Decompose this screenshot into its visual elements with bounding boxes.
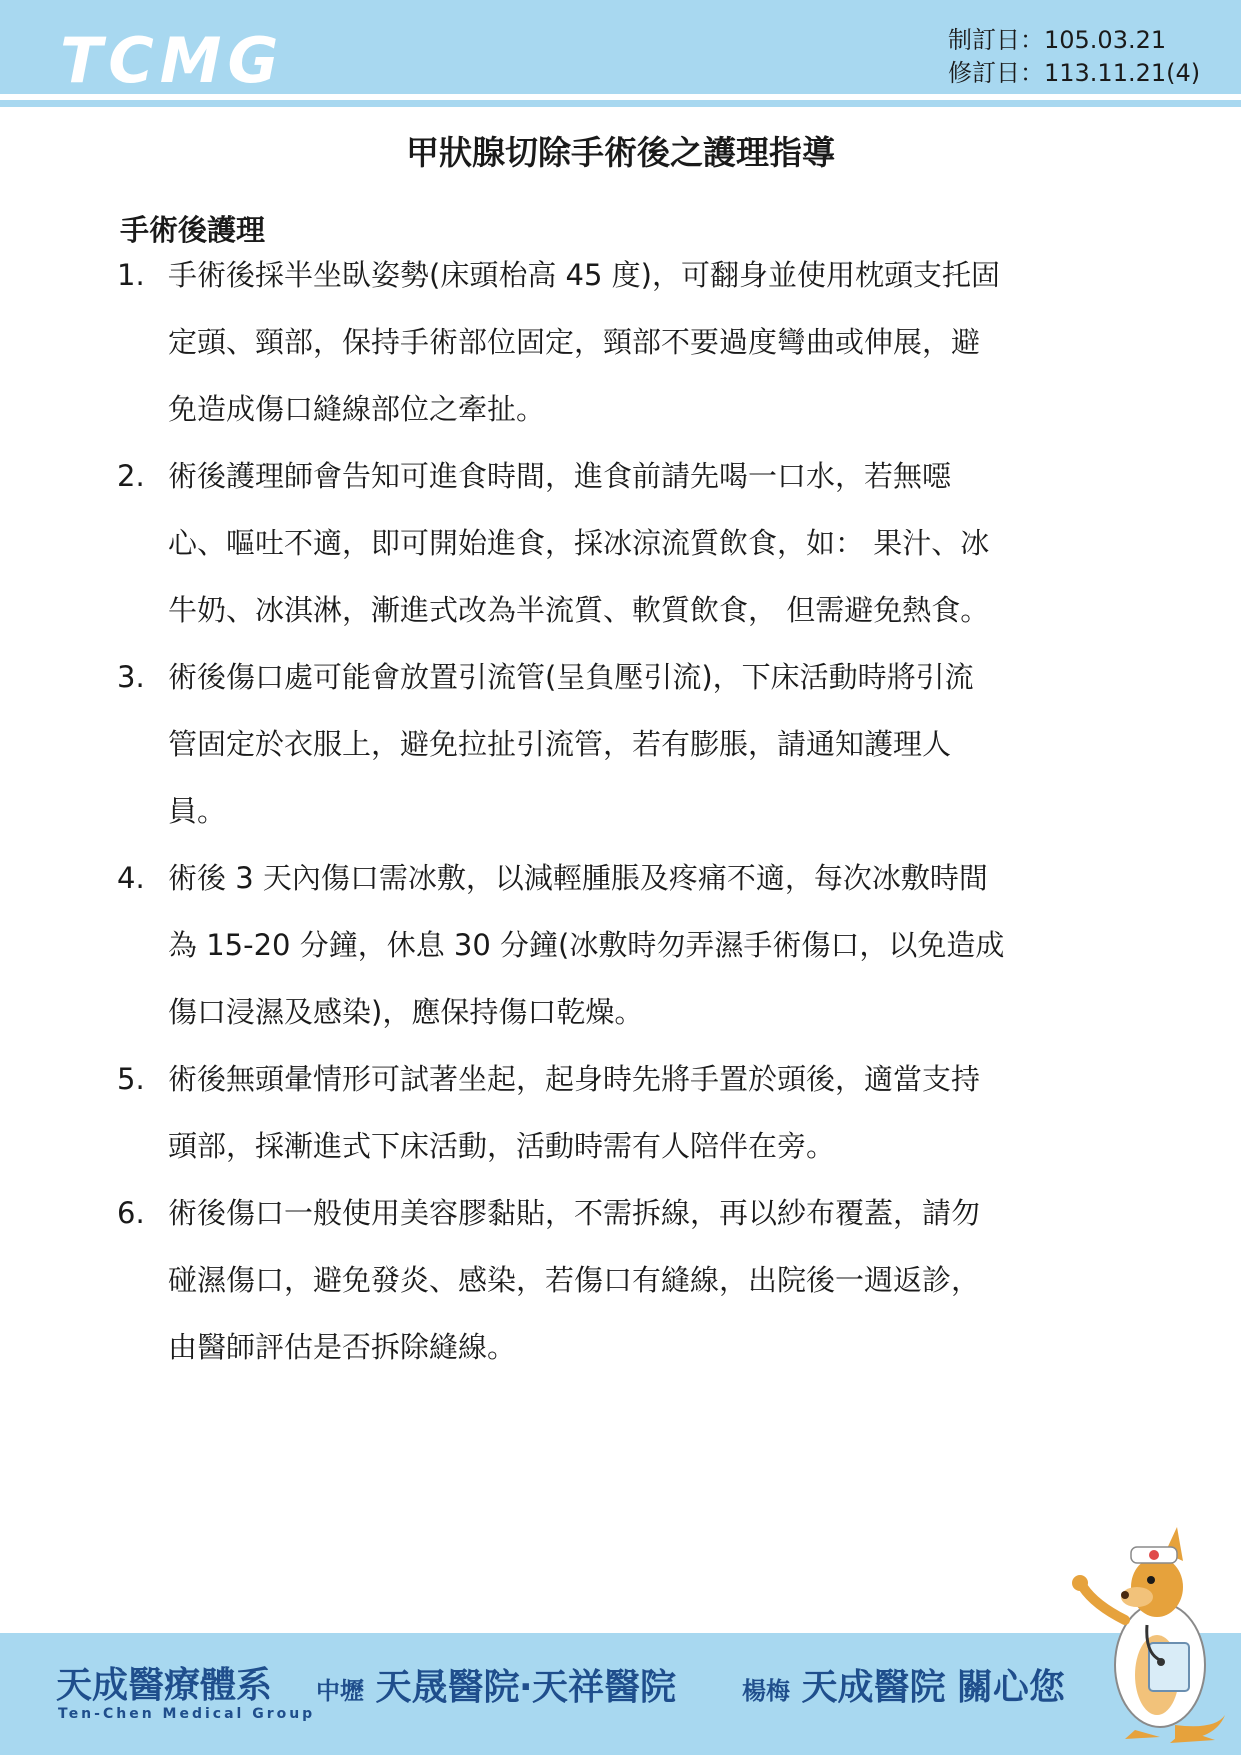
header-rule <box>0 100 1241 107</box>
footer-system-name-en: Ten-Chen Medical Group <box>58 1706 316 1722</box>
item-line: 頭部，採漸進式下床活動，活動時需有人陪伴在旁。 <box>168 1129 836 1163</box>
footer-location-1: 中壢 <box>316 1677 364 1705</box>
item-line: 管固定於衣服上，避免拉扯引流管，若有膨脹，請通知護理人 <box>168 727 952 761</box>
item-line: 為 15-20 分鐘，休息 30 分鐘(冰敷時勿弄濕手術傷口，以免造成 <box>168 928 1005 962</box>
item-line: 定頭、頸部，保持手術部位固定，頸部不要過度彎曲或伸展，避 <box>168 325 981 359</box>
item-line: 術後無頭暈情形可試著坐起，起身時先將手置於頭後，適當支持 <box>168 1062 981 1096</box>
revised-date: 修訂日：113.11.21(4) <box>948 59 1201 87</box>
page-title: 甲狀腺切除手術後之護理指導 <box>406 133 835 172</box>
item-line: 術後傷口一般使用美容膠黏貼，不需拆線，再以紗布覆蓋，請勿 <box>168 1196 981 1230</box>
item-line: 術後傷口處可能會放置引流管(呈負壓引流)，下床活動時將引流 <box>168 660 974 694</box>
footer-hospital-1: 天晟醫院‧天祥醫院 <box>375 1667 676 1708</box>
footer-rule <box>0 1745 1241 1755</box>
footer-branch-1 <box>316 1666 676 1713</box>
item-line: 手術後採半坐臥姿勢(床頭枱高 45 度)，可翻身並使用枕頭支托固 <box>168 258 1000 292</box>
item-line: 員。 <box>168 794 227 828</box>
section-heading: 手術後護理 <box>120 213 266 247</box>
item-line: 術後護理師會告知可進食時間，進食前請先喝一口水，若無噁 <box>168 459 952 493</box>
footer-hospital-2: 天成醫院 <box>801 1667 946 1708</box>
document-dates <box>948 24 1200 90</box>
item-line: 牛奶、冰淇淋，漸進式改為半流質、軟質飲食， 但需避免熱食。 <box>168 593 990 627</box>
item-number: 2. <box>117 459 145 493</box>
item-line: 由醫師評估是否拆除縫線。 <box>168 1330 517 1364</box>
item-line: 傷口浸濕及感染)，應保持傷口乾燥。 <box>168 995 644 1029</box>
footer-system-name: 天成醫療體系 <box>56 1665 273 1706</box>
item-number: 3. <box>117 660 145 694</box>
item-line: 心、嘔吐不適，即可開始進食，採冰涼流質飲食，如： 果汁、冰 <box>168 526 990 560</box>
kangaroo-doctor-mascot-icon <box>1065 1525 1235 1750</box>
established-date: 制訂日：105.03.21 <box>948 26 1167 54</box>
item-line: 術後 3 天內傷口需冰敷，以減輕腫脹及疼痛不適，每次冰敷時間 <box>168 861 988 895</box>
footer-branch-2 <box>742 1666 1065 1713</box>
item-number: 6. <box>117 1196 145 1230</box>
footer-location-2: 楊梅 <box>742 1677 790 1705</box>
item-line: 碰濕傷口，避免發炎、感染，若傷口有縫線，出院後一週返診， <box>168 1263 981 1297</box>
item-number: 4. <box>117 861 145 895</box>
footer-tagline: 關心您 <box>956 1667 1065 1708</box>
tcmg-logo: TCMG <box>60 24 285 97</box>
item-number: 5. <box>117 1062 145 1096</box>
item-line: 免造成傷口縫線部位之牽扯。 <box>168 392 546 426</box>
item-number: 1. <box>117 258 145 292</box>
